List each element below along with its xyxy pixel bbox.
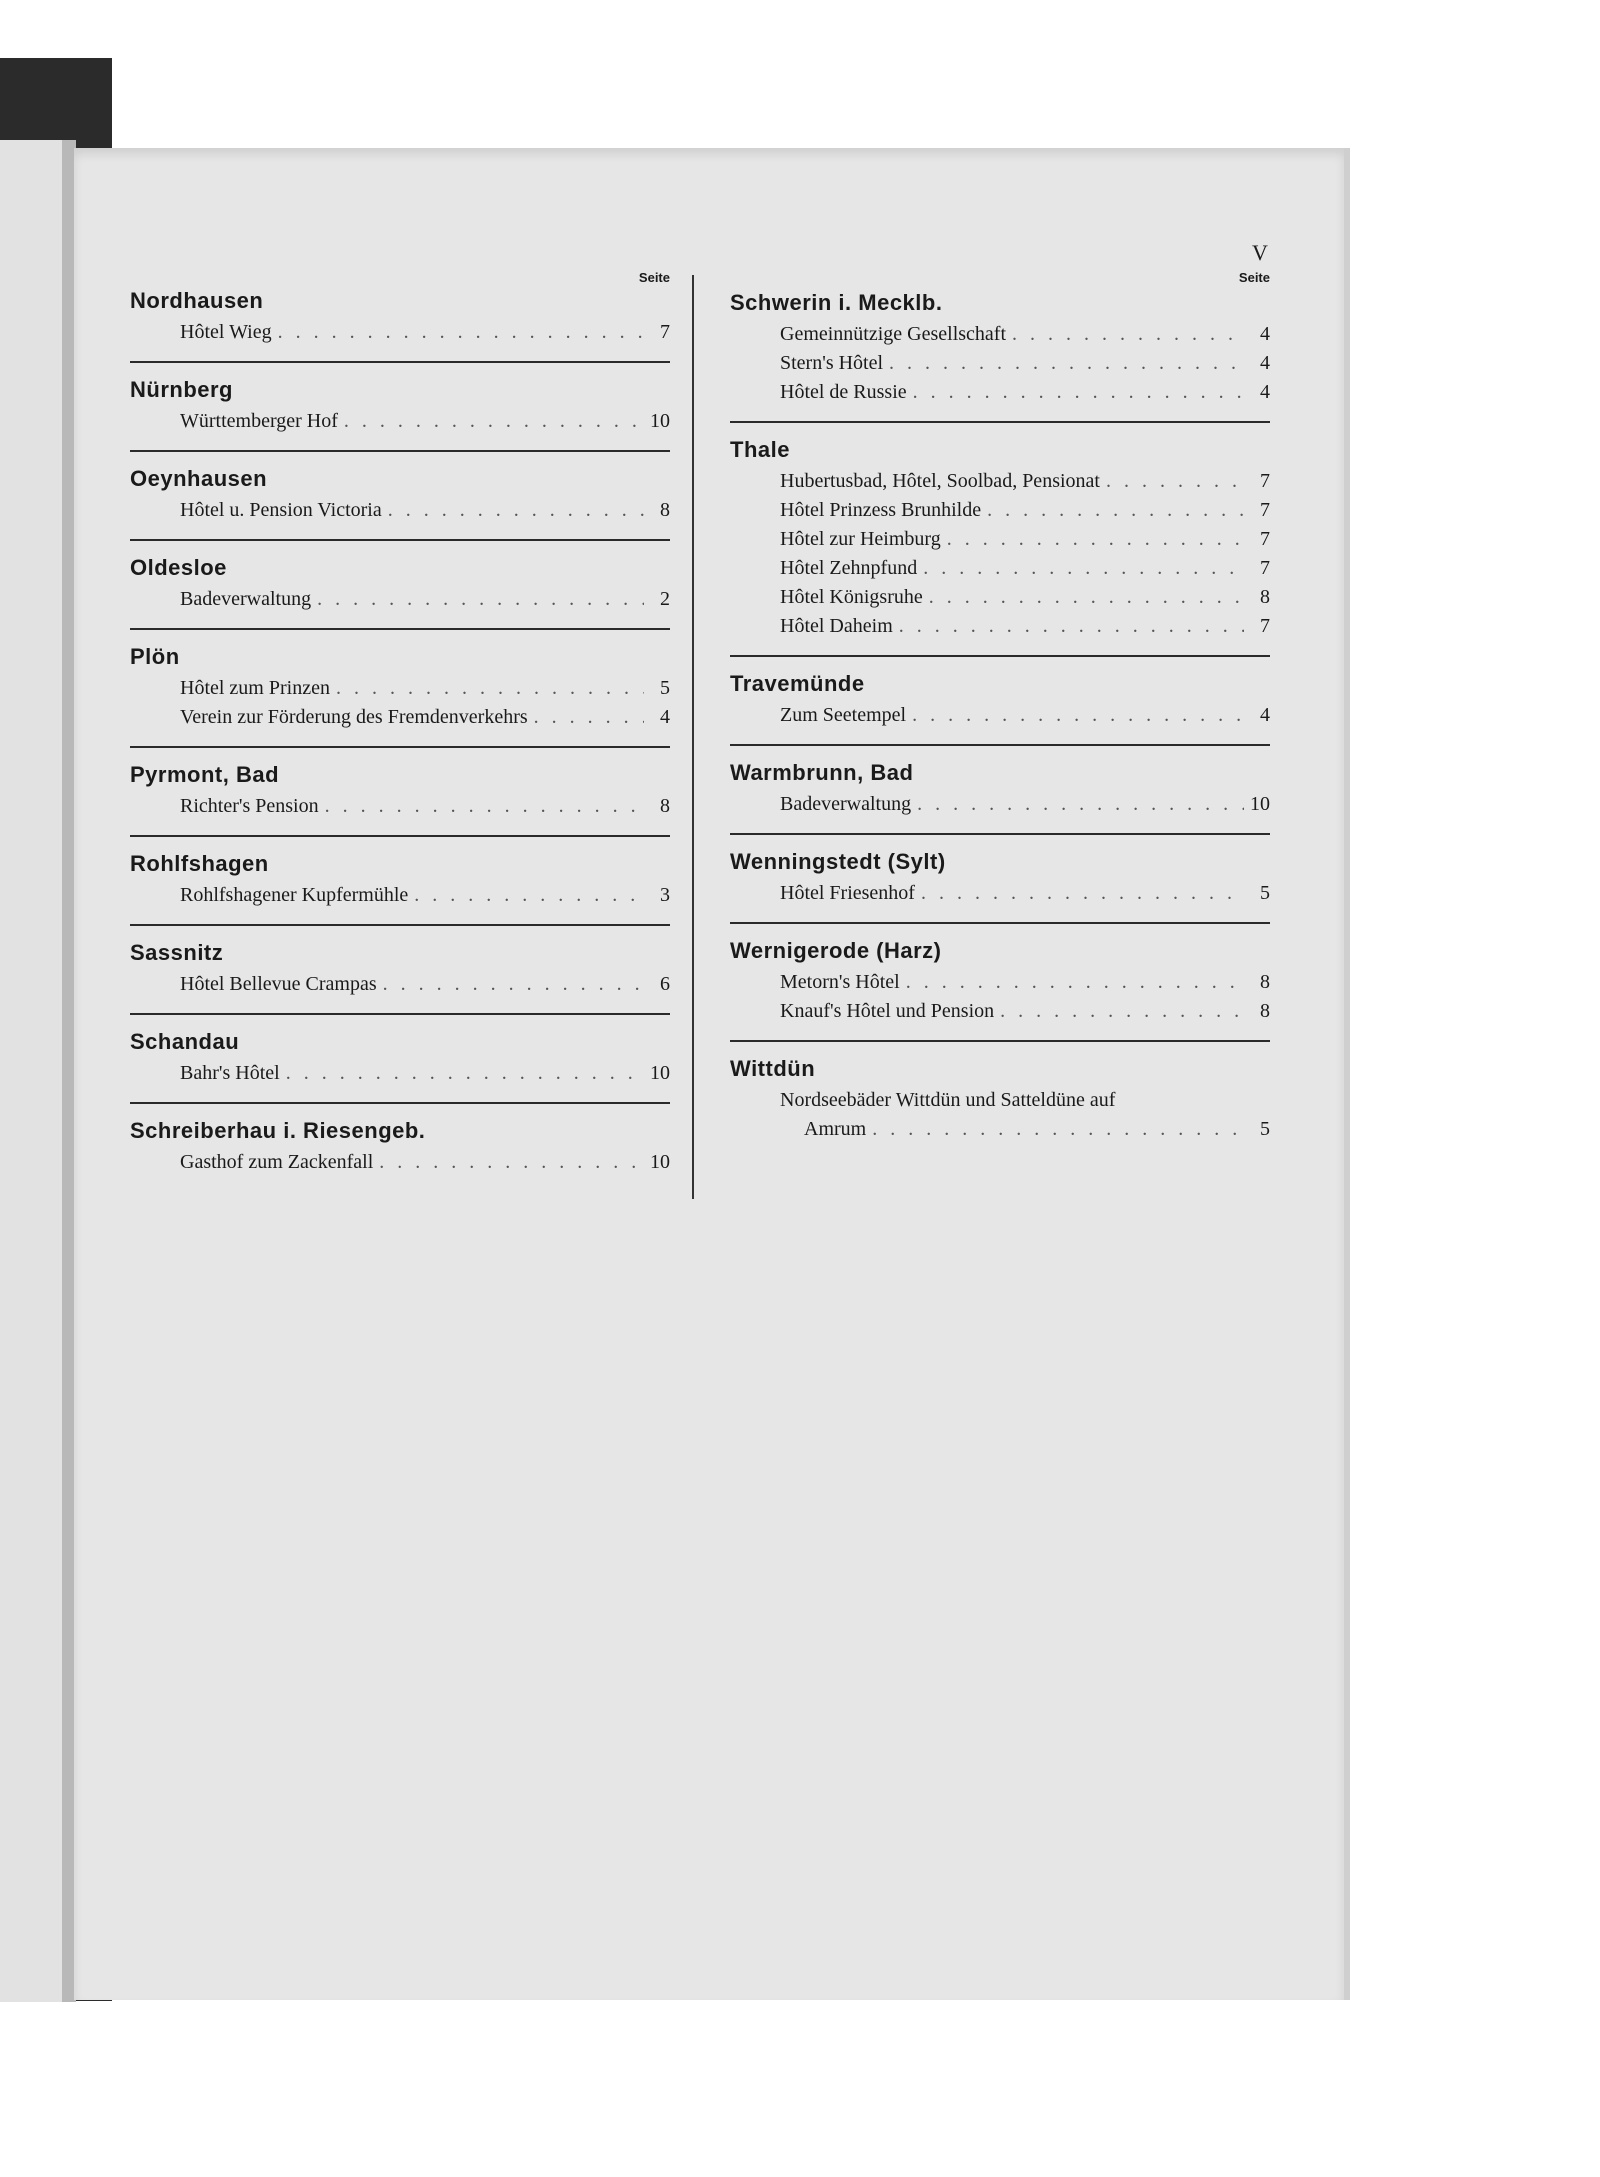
index-entry bbox=[730, 496, 1270, 525]
dot-leader bbox=[889, 349, 1244, 378]
dot-leader bbox=[383, 970, 644, 999]
dot-leader bbox=[899, 612, 1244, 641]
dot-leader bbox=[344, 407, 644, 436]
entry-name: Hôtel Wieg bbox=[180, 321, 272, 343]
index-entry bbox=[730, 1086, 1270, 1144]
entry-name: Richter's Pension bbox=[180, 795, 319, 817]
index-section bbox=[130, 555, 670, 630]
dot-leader bbox=[912, 701, 1244, 730]
index-entry bbox=[730, 467, 1270, 496]
entry-page-number: 5 bbox=[1260, 882, 1270, 904]
section-heading: Schandau bbox=[130, 1029, 240, 1054]
dot-leader bbox=[1000, 997, 1244, 1026]
section-heading: Sassnitz bbox=[130, 940, 224, 965]
index-section bbox=[130, 377, 670, 452]
column-divider bbox=[692, 275, 694, 1199]
entry-page-number: 7 bbox=[1260, 528, 1270, 550]
left-index-sections bbox=[130, 270, 670, 1191]
index-entry bbox=[130, 318, 670, 347]
entry-name: Hôtel Königsruhe bbox=[780, 586, 923, 608]
entry-name: Metorn's Hôtel bbox=[780, 971, 900, 993]
section-heading: Warmbrunn, Bad bbox=[730, 760, 914, 785]
entry-name: Knauf's Hôtel und Pension bbox=[780, 1000, 995, 1022]
entry-page-number: 6 bbox=[660, 973, 670, 995]
dot-leader bbox=[317, 585, 644, 614]
section-heading: Wenningstedt (Sylt) bbox=[730, 849, 946, 874]
dot-leader bbox=[286, 1059, 644, 1088]
index-section bbox=[730, 938, 1270, 1042]
entry-name: Badeverwaltung bbox=[780, 793, 912, 815]
index-section bbox=[130, 851, 670, 926]
entry-name: Zum Seetempel bbox=[780, 704, 907, 726]
index-entry bbox=[730, 378, 1270, 407]
index-entry bbox=[730, 583, 1270, 612]
index-entry bbox=[730, 320, 1270, 349]
dot-leader bbox=[325, 792, 644, 821]
entry-page-number: 10 bbox=[650, 410, 670, 432]
entry-page-number: 4 bbox=[1260, 381, 1270, 403]
entry-page-number: 3 bbox=[660, 884, 670, 906]
page-number: V bbox=[1252, 240, 1268, 265]
entry-page-number: 4 bbox=[1260, 323, 1270, 345]
section-heading: Rohlfshagen bbox=[130, 851, 269, 876]
left-column bbox=[130, 270, 670, 1205]
entry-name: Stern's Hôtel bbox=[780, 352, 884, 374]
index-entry bbox=[730, 997, 1270, 1026]
index-section bbox=[130, 288, 670, 363]
index-entry bbox=[730, 525, 1270, 554]
entry-page-number: 7 bbox=[1260, 499, 1270, 521]
entry-name: Nordseebäder Wittdün und Satteldüne auf bbox=[780, 1089, 1116, 1111]
section-heading: Pyrmont, Bad bbox=[130, 762, 280, 787]
entry-page-number: 8 bbox=[1260, 586, 1270, 608]
entry-page-number: 10 bbox=[1250, 793, 1270, 815]
dot-leader bbox=[947, 525, 1244, 554]
dot-leader bbox=[923, 554, 1244, 583]
entry-page-number: 10 bbox=[650, 1062, 670, 1084]
entry-name: Hôtel Zehnpfund bbox=[780, 557, 918, 579]
index-section bbox=[730, 290, 1270, 423]
seite-label: Seite bbox=[638, 270, 670, 285]
entry-name: Badeverwaltung bbox=[180, 588, 312, 610]
entry-page-number: 10 bbox=[650, 1151, 670, 1173]
entry-name: Gasthof zum Zackenfall bbox=[180, 1151, 374, 1173]
entry-name: Hôtel zur Heimburg bbox=[780, 528, 941, 550]
dot-leader bbox=[917, 790, 1244, 819]
dot-leader bbox=[1106, 467, 1244, 496]
index-entry bbox=[730, 879, 1270, 908]
entry-page-number: 4 bbox=[1260, 704, 1270, 726]
index-section bbox=[130, 940, 670, 1015]
section-heading: Plön bbox=[130, 644, 180, 669]
entry-name: Hôtel Friesenhof bbox=[780, 882, 915, 904]
dot-leader bbox=[414, 881, 644, 910]
index-entry bbox=[130, 1059, 670, 1088]
entry-name: Hôtel zum Prinzen bbox=[180, 677, 330, 699]
entry-page-number: 2 bbox=[660, 588, 670, 610]
index-section bbox=[730, 849, 1270, 924]
entry-page-number: 4 bbox=[660, 706, 670, 728]
entry-name: Hôtel de Russie bbox=[780, 381, 907, 403]
index-section bbox=[730, 760, 1270, 835]
dot-leader bbox=[336, 674, 644, 703]
entry-name: Hôtel Daheim bbox=[780, 615, 893, 637]
section-heading: Schwerin i. Mecklb. bbox=[730, 290, 943, 315]
dot-leader bbox=[388, 496, 644, 525]
section-heading: Wernigerode (Harz) bbox=[730, 938, 942, 963]
dot-leader bbox=[906, 968, 1244, 997]
entry-name: Verein zur Förderung des Fremdenverkehrs bbox=[180, 706, 528, 728]
index-entry bbox=[130, 1148, 670, 1177]
dot-leader bbox=[534, 703, 644, 732]
dot-leader bbox=[987, 496, 1244, 525]
entry-page-number: 5 bbox=[1260, 1118, 1270, 1140]
entry-page-number: 8 bbox=[1260, 1000, 1270, 1022]
entry-page-number: 7 bbox=[1260, 615, 1270, 637]
index-section bbox=[730, 671, 1270, 746]
entry-name: Rohlfshagener Kupfermühle bbox=[180, 884, 409, 906]
right-column bbox=[730, 270, 1270, 1172]
section-heading: Nürnberg bbox=[130, 377, 233, 402]
left-page-edge bbox=[0, 140, 62, 2002]
index-entry bbox=[130, 881, 670, 910]
entry-name-continuation: Amrum bbox=[804, 1118, 867, 1140]
index-entry bbox=[130, 703, 670, 732]
entry-page-number: 8 bbox=[660, 795, 670, 817]
entry-page-number: 7 bbox=[1260, 557, 1270, 579]
index-section bbox=[130, 1118, 670, 1191]
index-entry bbox=[730, 612, 1270, 641]
dot-leader bbox=[278, 318, 644, 347]
index-section bbox=[730, 1056, 1270, 1158]
entry-name: Gemeinnützige Gesellschaft bbox=[780, 323, 1007, 345]
section-heading: Nordhausen bbox=[130, 288, 264, 313]
index-entry bbox=[130, 496, 670, 525]
index-section bbox=[730, 437, 1270, 657]
seite-label: Seite bbox=[1238, 270, 1270, 285]
section-heading: Travemünde bbox=[730, 671, 865, 696]
section-heading: Schreiberhau i. Riesengeb. bbox=[130, 1118, 426, 1143]
entry-page-number: 5 bbox=[660, 677, 670, 699]
entry-page-number: 7 bbox=[660, 321, 670, 343]
dot-leader bbox=[872, 1115, 1244, 1144]
dot-leader bbox=[913, 378, 1244, 407]
index-entry bbox=[730, 349, 1270, 378]
index-section bbox=[130, 762, 670, 837]
dot-leader bbox=[921, 879, 1244, 908]
section-heading: Oldesloe bbox=[130, 555, 227, 580]
entry-page-number: 8 bbox=[660, 499, 670, 521]
index-section bbox=[130, 466, 670, 541]
index-entry bbox=[730, 701, 1270, 730]
index-section bbox=[130, 644, 670, 748]
entry-page-number: 8 bbox=[1260, 971, 1270, 993]
section-heading: Oeynhausen bbox=[130, 466, 268, 491]
index-entry bbox=[130, 792, 670, 821]
entry-page-number: 4 bbox=[1260, 352, 1270, 374]
entry-name: Württemberger Hof bbox=[180, 410, 338, 432]
index-entry bbox=[730, 968, 1270, 997]
entry-name: Hubertusbad, Hôtel, Soolbad, Pensionat bbox=[780, 470, 1100, 492]
section-heading: Thale bbox=[730, 437, 790, 462]
entry-name: Bahr's Hôtel bbox=[180, 1062, 280, 1084]
index-entry bbox=[730, 790, 1270, 819]
index-entry bbox=[730, 554, 1270, 583]
index-entry bbox=[130, 674, 670, 703]
dot-leader bbox=[929, 583, 1244, 612]
dot-leader bbox=[1012, 320, 1244, 349]
index-section bbox=[130, 1029, 670, 1104]
entry-name: Hôtel u. Pension Victoria bbox=[180, 499, 382, 521]
section-heading: Wittdün bbox=[730, 1056, 816, 1081]
index-entry bbox=[130, 407, 670, 436]
index-entry bbox=[130, 970, 670, 999]
dot-leader bbox=[379, 1148, 644, 1177]
entry-name: Hôtel Prinzess Brunhilde bbox=[780, 499, 982, 521]
right-index-sections bbox=[730, 270, 1270, 1158]
entry-name: Hôtel Bellevue Crampas bbox=[180, 973, 377, 995]
index-entry bbox=[130, 585, 670, 614]
entry-page-number: 7 bbox=[1260, 470, 1270, 492]
